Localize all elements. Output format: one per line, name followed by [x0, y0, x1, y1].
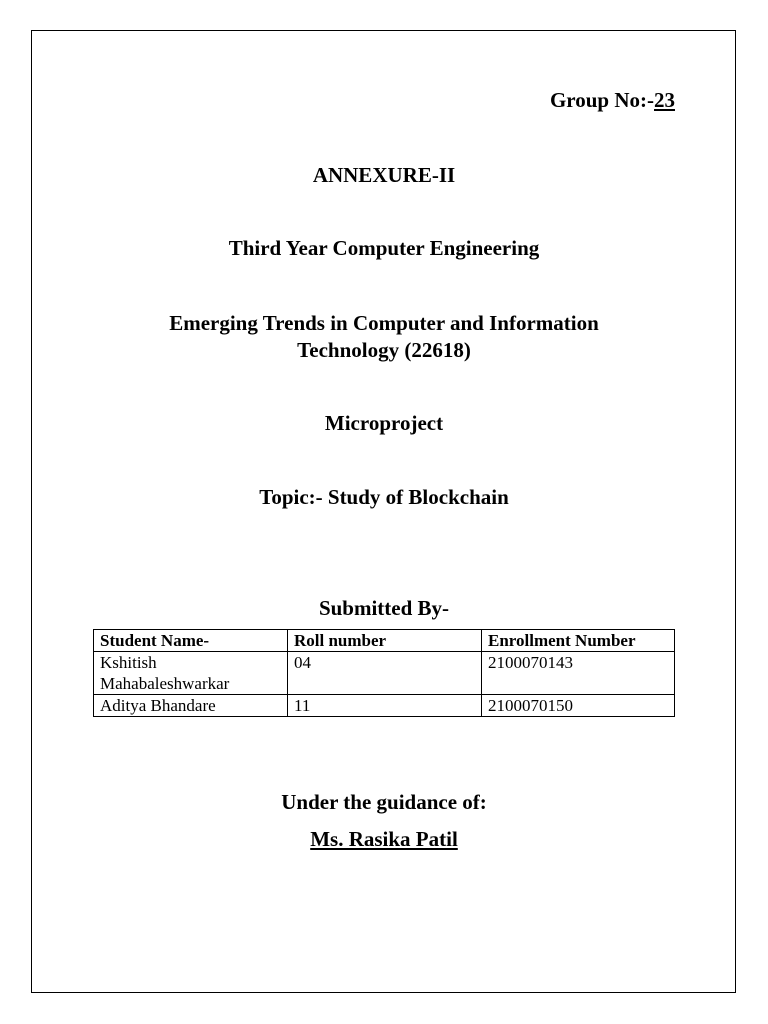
year-title: Third Year Computer Engineering: [228, 236, 540, 260]
roll-number-cell: 04: [288, 652, 482, 695]
table-header-row: [94, 630, 675, 652]
project-type: Microproject: [324, 411, 444, 435]
roll-number-cell: 11: [288, 695, 482, 717]
subject-title: [0, 310, 768, 364]
group-number: 23: [654, 88, 675, 112]
topic-title: Topic:- Study of Blockchain: [259, 485, 509, 509]
subject-line-1: Emerging Trends in Computer and Information: [169, 311, 599, 335]
column-header-enrollment: Enrollment Number: [482, 630, 675, 652]
subject-line-2: Technology (22618): [297, 338, 471, 362]
table-row: [94, 695, 675, 717]
guide-name: Ms. Rasika Patil: [310, 827, 458, 851]
submitted-by-heading: Submitted By-: [318, 596, 450, 620]
enrollment-number-cell: 2100070150: [482, 695, 675, 717]
group-label: Group No:-: [549, 88, 654, 112]
column-header-name: Student Name-: [94, 630, 288, 652]
student-name-cell: Aditya Bhandare: [94, 695, 288, 717]
annexure-title: ANNEXURE-II: [312, 163, 456, 187]
column-header-roll: Roll number: [288, 630, 482, 652]
enrollment-number-cell: 2100070143: [482, 652, 675, 695]
student-name-line-1: Kshitish: [100, 653, 157, 672]
guidance-label: Under the guidance of:: [281, 790, 487, 814]
group-number-line: [550, 88, 675, 113]
student-name-line-2: Mahabaleshwarkar: [100, 674, 230, 693]
students-table: [93, 629, 675, 717]
table-row: [94, 652, 675, 695]
student-name-cell: [94, 652, 288, 695]
